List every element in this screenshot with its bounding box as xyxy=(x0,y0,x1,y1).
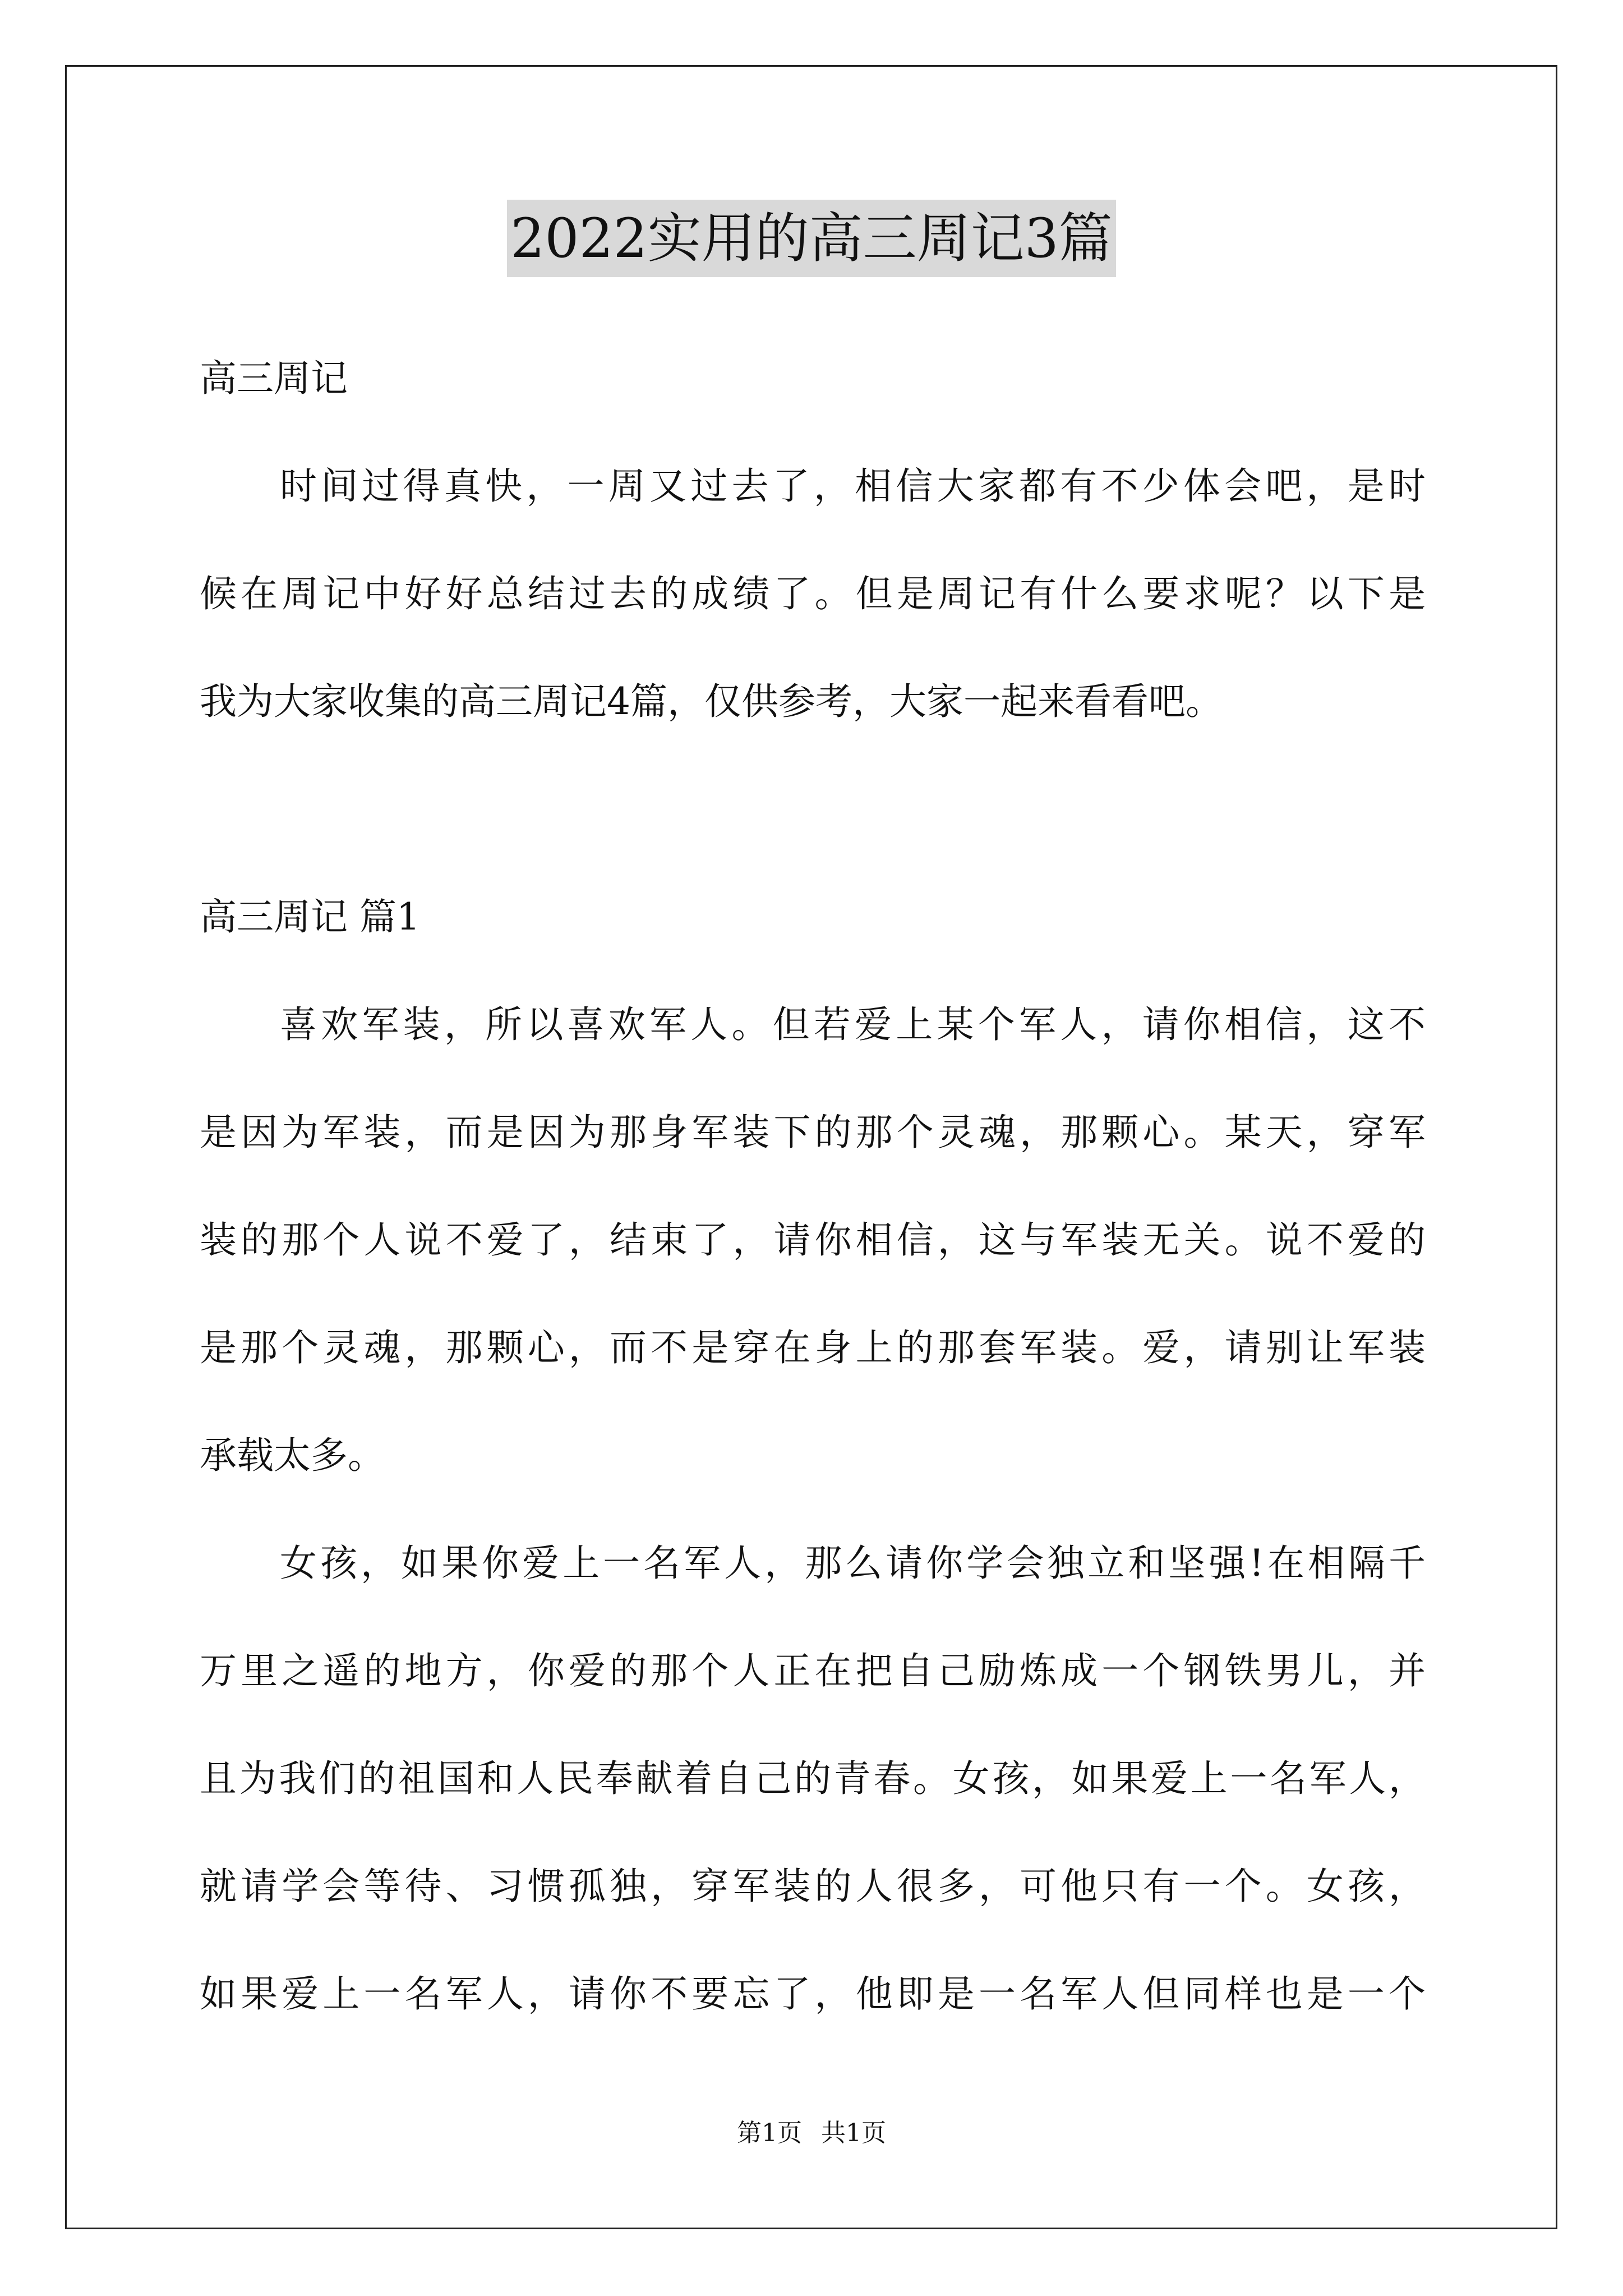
paragraph-line: 时间过得真快，一周又过去了，相信大家都有不少体会吧，是时 xyxy=(280,464,1426,508)
section-heading: 高三周记 xyxy=(200,357,348,400)
paragraph-line: 且为我们的祖国和人民奉献着自己的青春。女孩，如果爱上一名军人， xyxy=(200,1757,1426,1800)
page-total: 共1页 xyxy=(821,2119,886,2147)
title-wrap xyxy=(0,200,1623,277)
paragraph-line: 喜欢军装，所以喜欢军人。但若爱上某个军人，请你相信，这不 xyxy=(280,1003,1426,1046)
paragraph-line: 候在周记中好好总结过去的成绩了。但是周记有什么要求呢？以下是 xyxy=(200,572,1426,615)
page-number: 第1页 xyxy=(737,2119,802,2147)
paragraph-line: 女孩，如果你爱上一名军人，那么请你学会独立和坚强!在相隔千 xyxy=(280,1542,1426,1585)
document-title: 2022实用的高三周记3篇 xyxy=(507,200,1115,277)
paragraph-line: 是因为军装，而是因为那身军装下的那个灵魂，那颗心。某天，穿军 xyxy=(200,1111,1426,1154)
section-heading: 高三周记 篇1 xyxy=(200,895,420,938)
paragraph-line: 如果爱上一名军人，请你不要忘了，他即是一名军人但同样也是一个 xyxy=(200,1972,1426,2016)
page-footer xyxy=(0,2116,1623,2150)
paragraph-line: 万里之遥的地方，你爱的那个人正在把自己励炼成一个钢铁男儿，并 xyxy=(200,1649,1426,1692)
paragraph-line: 承载太多。 xyxy=(200,1434,385,1477)
paragraph-line: 就请学会等待、习惯孤独，穿军装的人很多，可他只有一个。女孩， xyxy=(200,1865,1426,1908)
paragraph-line: 是那个灵魂，那颗心，而不是穿在身上的那套军装。爱，请别让军装 xyxy=(200,1326,1426,1369)
paragraph-line: 装的那个人说不爱了，结束了，请你相信，这与军装无关。说不爱的 xyxy=(200,1218,1426,1262)
paragraph-line: 我为大家收集的高三周记4篇，仅供参考，大家一起来看看吧。 xyxy=(200,680,1223,723)
